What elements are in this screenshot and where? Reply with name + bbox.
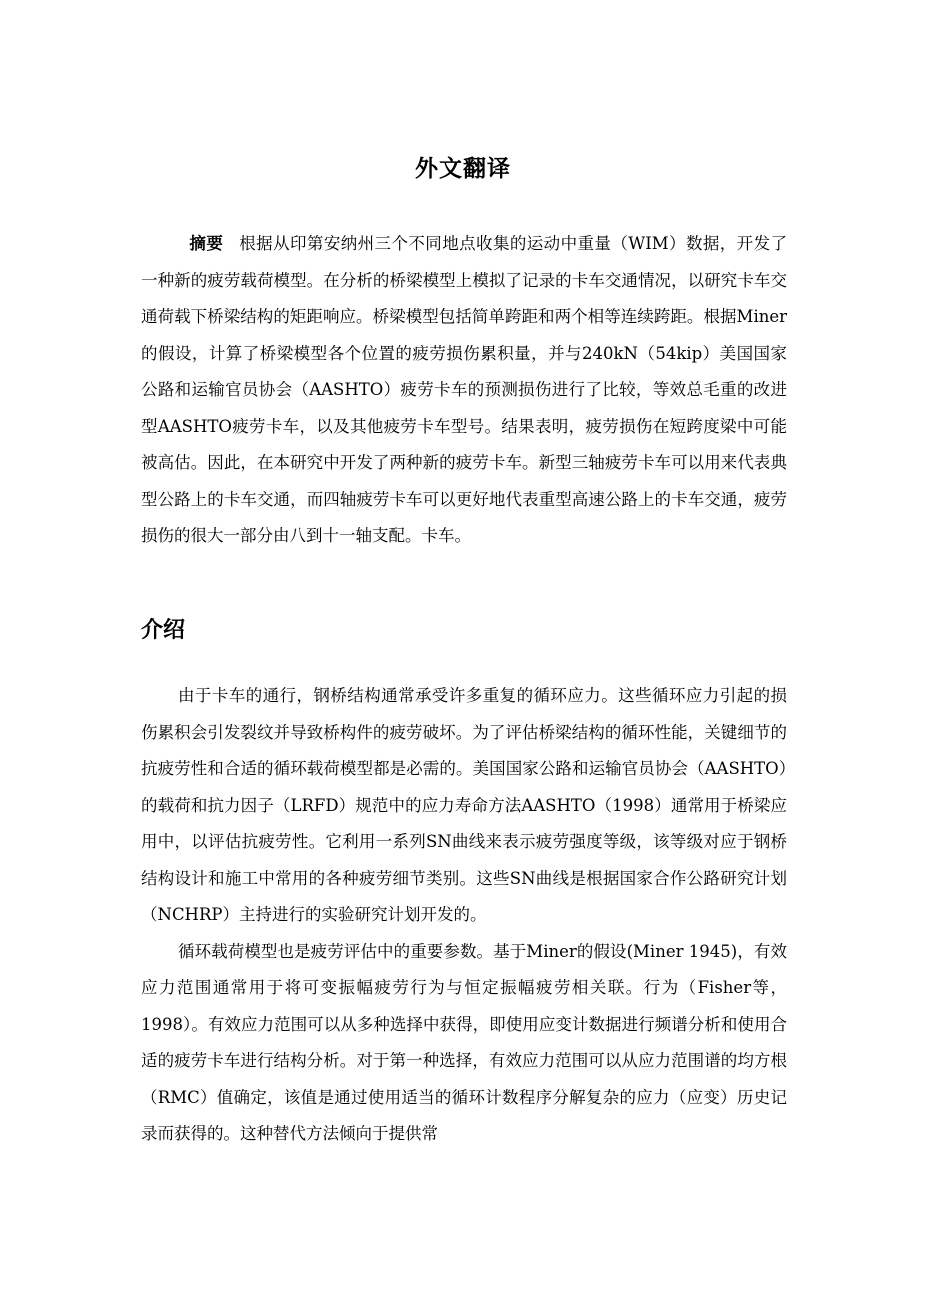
section-heading-introduction: 介绍 — [141, 618, 186, 643]
abstract-paragraph — [141, 226, 787, 555]
introduction-paragraph-2: 循环载荷模型也是疲劳评估中的重要参数。基于Miner的假设(Miner 1945)，有效应力范围通常用于将可变振幅疲劳行为与恒定振幅疲劳相关联。行为（Fisher等，1998）。有效应力范围可以从多种选择中获得，即使用应变计数据进行频谱分析和使用合适的疲劳卡车进行结构分析。对于第一种选择，有效应力范围可以从应力范围谱的均方根（RMC）值确定，该值是通过使用适当的循环计数程序分解复杂的应力（应变）历史记录而获得的。这种替代方法倾向于提供常 — [141, 941, 787, 1143]
document-title: 外文翻译 — [415, 156, 511, 182]
introduction-body — [141, 678, 787, 1153]
abstract-text: 根据从印第安纳州三个不同地点收集的运动中重量（WIM）数据，开发了一种新的疲劳载荷模型。在分析的桥梁模型上模拟了记录的卡车交通情况，以研究卡车交通荷载下桥梁结构的矩距响应。桥梁模型包括简单跨距和两个相等连续跨距。根据Miner的假设，计算了桥梁模型各个位置的疲劳损伤累积量，并与240kN（54kip）美国国家公路和运输官员协会（AASHTO）疲劳卡车的预测损伤进行了比较，等效总毛重的改进型AASHTO疲劳卡车，以及其他疲劳卡车型号。结果表明，疲劳损伤在短跨度梁中可能被高估。因此，在本研究中开发了两种新的疲劳卡车。新型三轴疲劳卡车可以用来代表典型公路上的卡车交通，而四轴疲劳卡车可以更好地代表重型高速公路上的卡车交通，疲劳损伤的很大一部分由八到十一轴支配。卡车。 — [141, 234, 788, 545]
introduction-paragraph-1: 由于卡车的通行，钢桥结构通常承受许多重复的循环应力。这些循环应力引起的损伤累积会引发裂纹并导致桥构件的疲劳破坏。为了评估桥梁结构的循环性能，关键细节的抗疲劳性和合适的循环载荷模型都是必需的。美国国家公路和运输官员协会（AASHTO）的载荷和抗力因子（LRFD）规范中的应力寿命方法AASHTO（1998）通常用于桥梁应用中，以评估抗疲劳性。它利用一系列SN曲线来表示疲劳强度等级，该等级对应于钢桥结构设计和施工中常用的各种疲劳细节类别。这些SN曲线是根据国家合作公路研究计划（NCHRP）主持进行的实验研究计划开发的。 — [141, 686, 787, 924]
abstract-label: 摘要 — [189, 234, 224, 253]
